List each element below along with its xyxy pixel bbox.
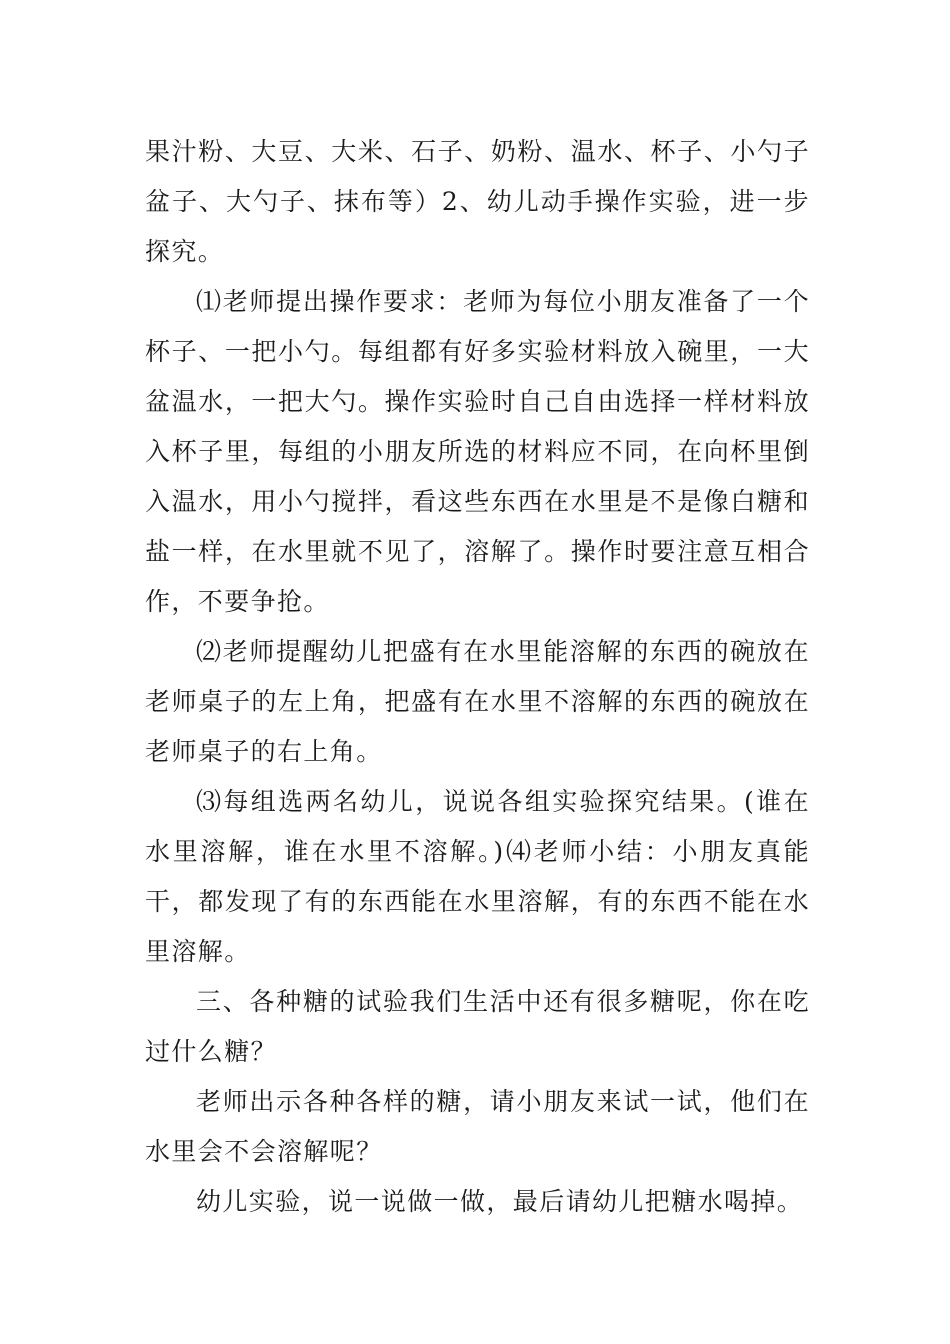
paragraph-1: 果汁粉、大豆、大米、石子、奶粉、温水、杯子、小勺子盆子、大勺子、抹布等）2、幼儿动手操作实验，进一步探究。 (145, 137, 810, 266)
paragraph-5: 三、各种糖的试验我们生活中还有很多糖呢，你在吃过什么糖？ (145, 987, 810, 1066)
paragraph-2: ⑴老师提出操作要求：老师为每位小朋友准备了一个杯子、一把小勺。每组都有好多实验材料放入碗里，一大盆温水，一把大勺。操作实验时自己自由选择一样材料放入杯子里，每组的小朋友所选的材料应不同，在向杯里倒入温水，用小勺搅拌，看这些东西在水里是不是像白糖和盐一样，在水里就不见了，溶解了。操作时要注意互相合作，不要争抢。 (145, 287, 810, 616)
paragraph-4: ⑶每组选两名幼儿，说说各组实验探究结果。(谁在水里溶解，谁在水里不溶解。)⑷老师小结：小朋友真能干，都发现了有的东西能在水里溶解，有的东西不能在水里溶解。 (145, 787, 810, 966)
paragraph-6: 老师出示各种各样的糖，请小朋友来试一试，他们在水里会不会溶解呢？ (145, 1087, 810, 1166)
document-body (145, 127, 810, 1227)
paragraph-7: 幼儿实验，说一说做一做，最后请幼儿把糖水喝掉。 (196, 1187, 804, 1216)
paragraph-3: ⑵老师提醒幼儿把盛有在水里能溶解的东西的碗放在老师桌子的左上角，把盛有在水里不溶解的东西的碗放在老师桌子的右上角。 (145, 637, 810, 766)
